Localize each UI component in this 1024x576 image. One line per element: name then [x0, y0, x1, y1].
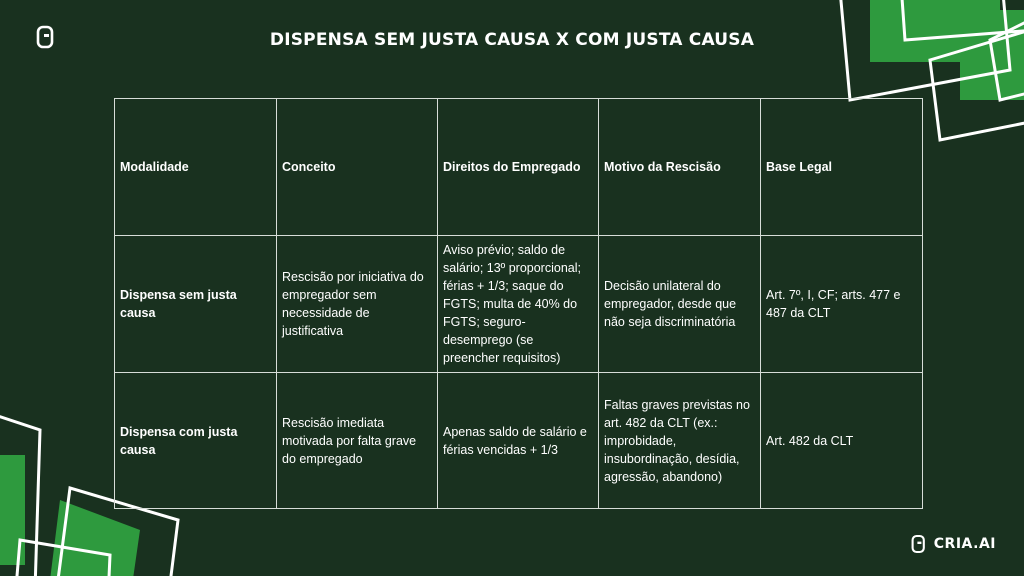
brand-footer: [911, 534, 996, 554]
row-base-legal: Art. 7º, I, CF; arts. 477 e 487 da CLT: [761, 236, 923, 373]
row-direitos: Apenas saldo de salário e férias vencidas + 1/3: [438, 373, 599, 509]
header-cell: Modalidade: [115, 99, 277, 236]
row-conceito: Rescisão por iniciativa do empregador sem necessidade de justificativa: [277, 236, 438, 373]
row-motivo: Faltas graves previstas no art. 482 da CLT (ex.: improbidade, insubordinação, desídia, agressão, abandono): [599, 373, 761, 509]
table-row: [115, 236, 923, 373]
comparison-table: [114, 98, 923, 509]
row-motivo: Decisão unilateral do empregador, desde que não seja discriminatória: [599, 236, 761, 373]
row-direitos: Aviso prévio; saldo de salário; 13º proporcional; férias + 1/3; saque do FGTS; multa de 40% do FGTS; seguro-desemprego (se preencher requisitos): [438, 236, 599, 373]
table-header-row: [115, 99, 923, 236]
cria-logo-icon: [911, 534, 927, 554]
header-cell: Base Legal: [761, 99, 923, 236]
header-cell: Direitos do Empregado: [438, 99, 599, 236]
row-modalidade: Dispensa sem justa causa: [115, 236, 277, 373]
row-conceito: Rescisão imediata motivada por falta grave do empregado: [277, 373, 438, 509]
row-base-legal: Art. 482 da CLT: [761, 373, 923, 509]
row-modalidade: Dispensa com justa causa: [115, 373, 277, 509]
brand-name: CRIA.AI: [933, 536, 996, 552]
header-cell: Conceito: [277, 99, 438, 236]
table-row: [115, 373, 923, 509]
page-title: DISPENSA SEM JUSTA CAUSA X COM JUSTA CAUSA: [269, 30, 755, 50]
header-cell: Motivo da Rescisão: [599, 99, 761, 236]
